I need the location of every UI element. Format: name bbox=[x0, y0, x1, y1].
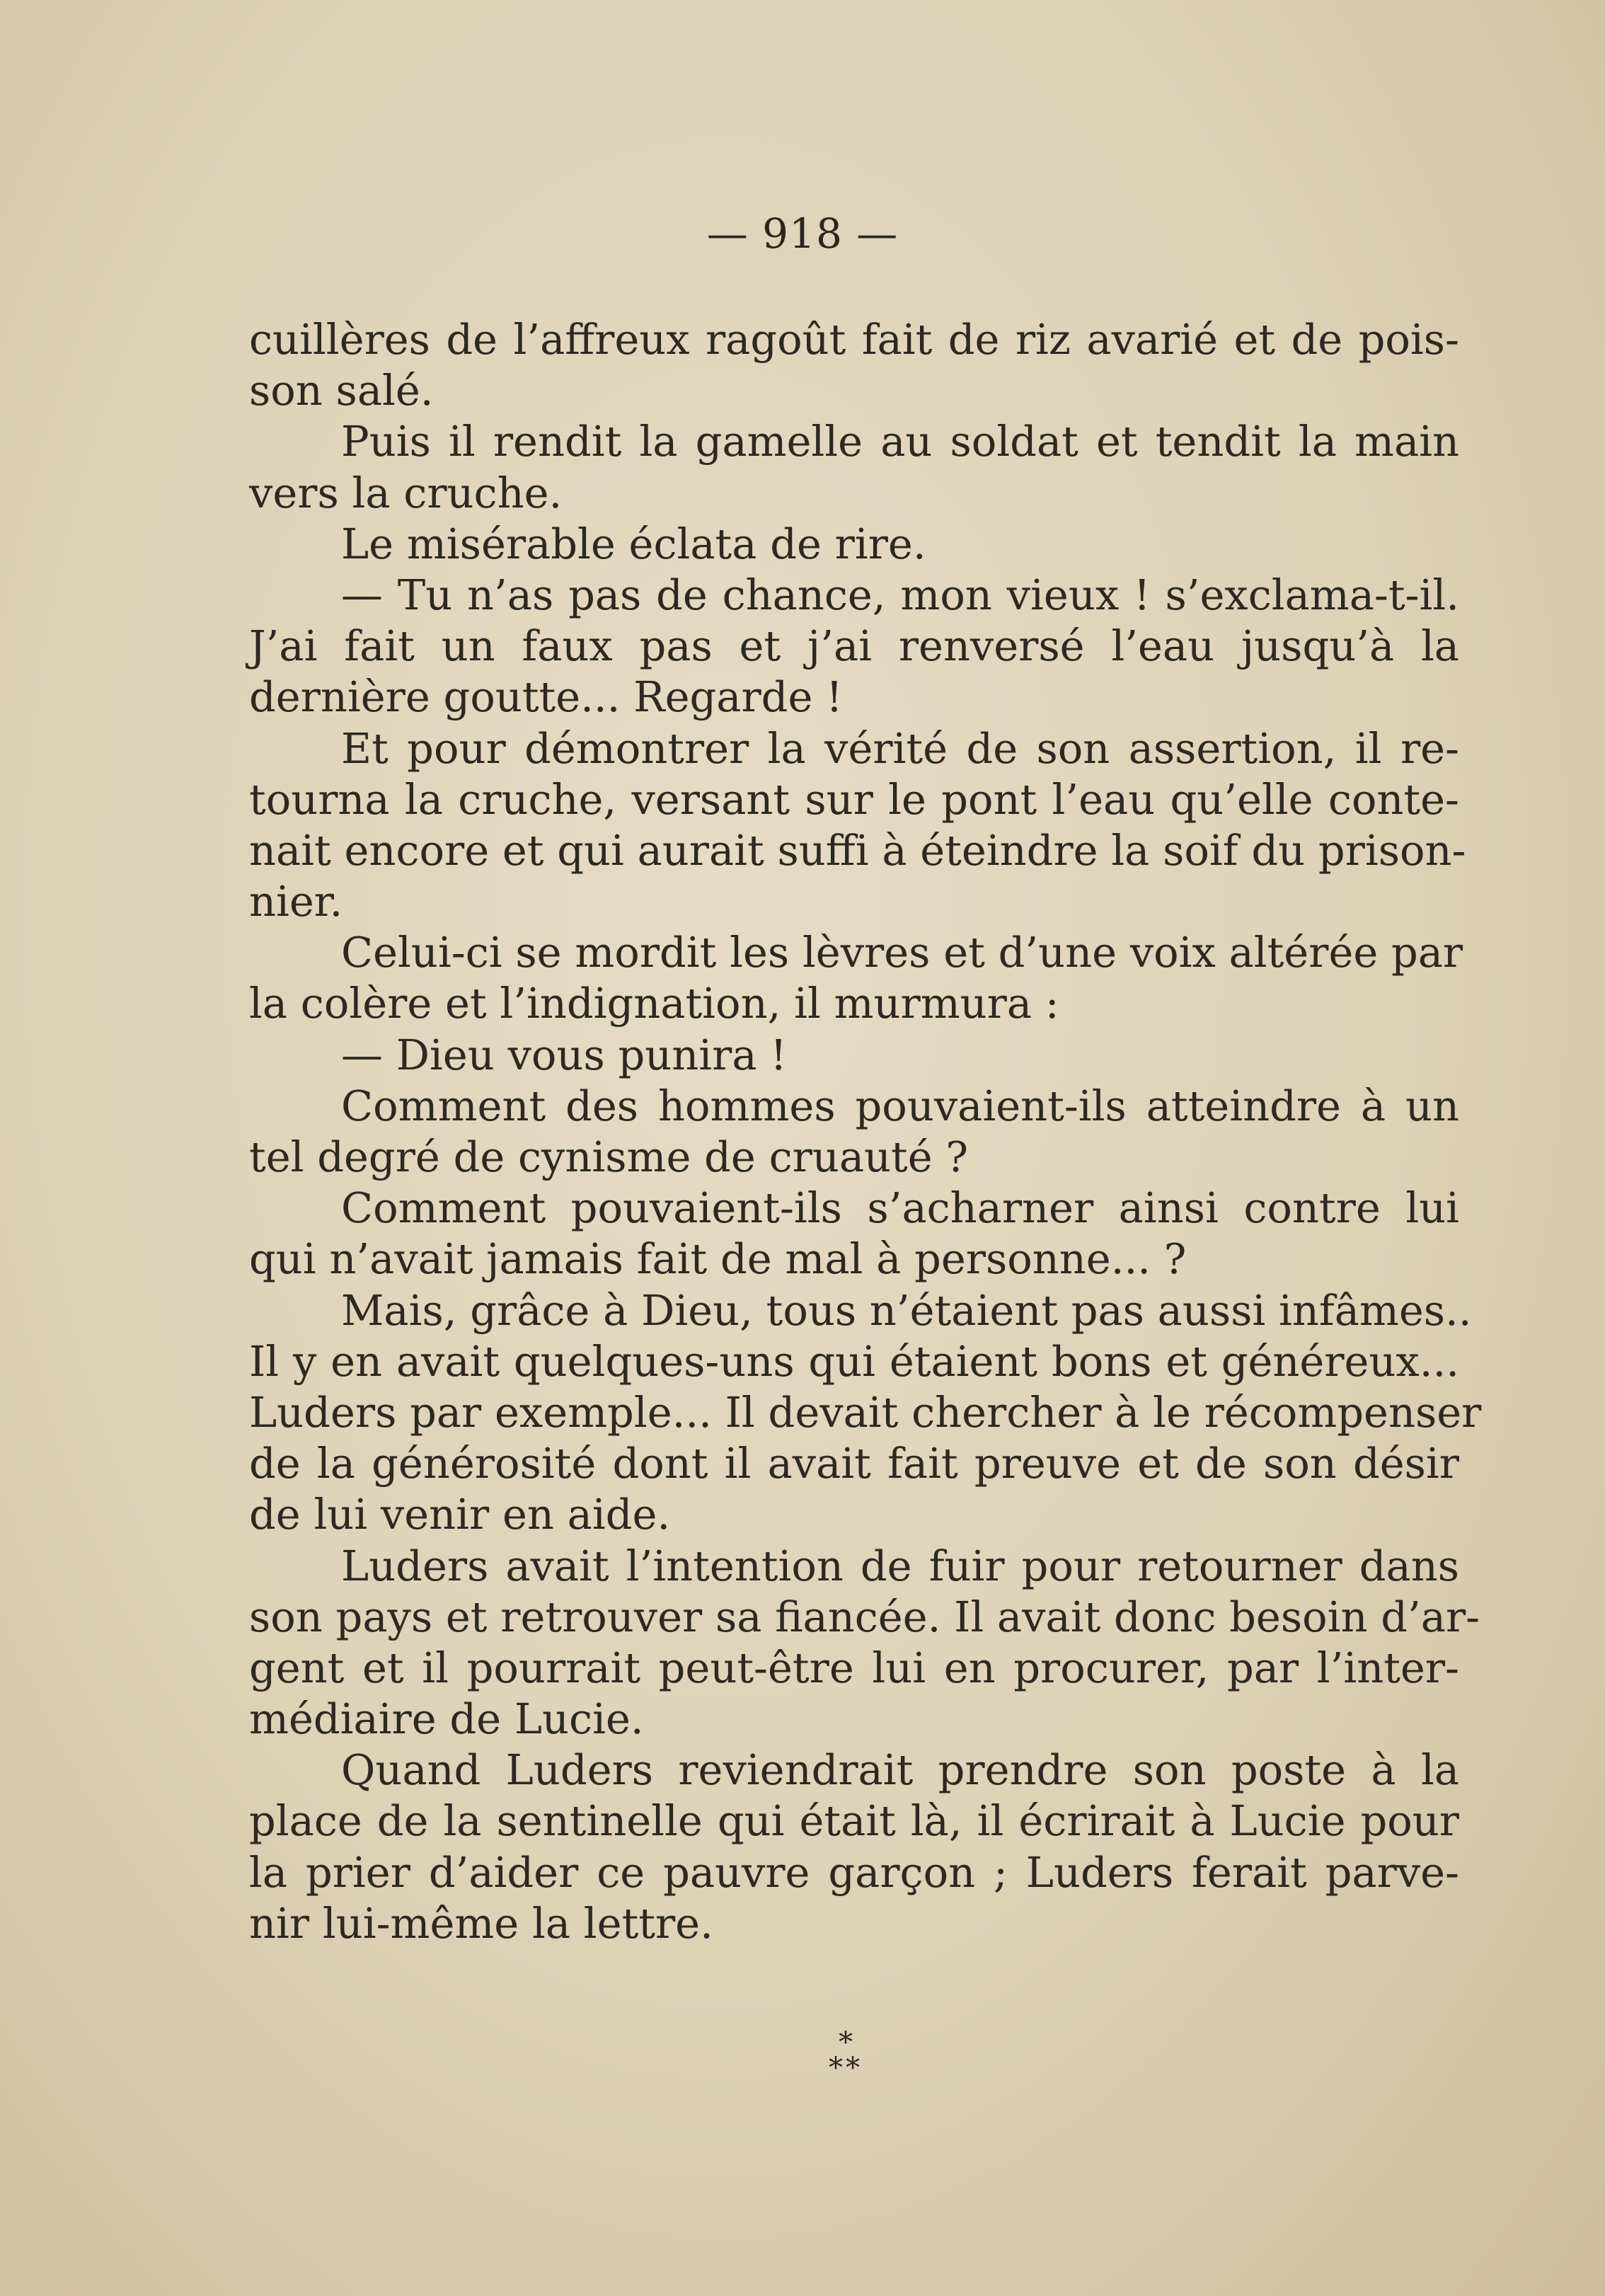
text-line: Et pour démontrer la vérité de son assertion, il re- bbox=[341, 723, 1459, 773]
text-line: Luders par exemple... Il devait chercher à le récompenser bbox=[249, 1387, 1482, 1437]
text-line: — Tu n’as pas de chance, mon vieux ! s’exclama-t-il. bbox=[341, 570, 1459, 619]
text-line: Quand Luders reviendrait prendre son poste à la bbox=[341, 1745, 1459, 1795]
text-line: Il y en avait quelques-uns qui étaient bons et généreux... bbox=[249, 1336, 1459, 1386]
text-line: vers la cruche. bbox=[249, 468, 563, 517]
text-line: Comment des hommes pouvaient-ils atteindre à un bbox=[341, 1081, 1459, 1130]
text-line: J’ai fait un faux pas et j’ai renversé l’eau jusqu’à la bbox=[249, 621, 1459, 671]
text-line: de la générosité dont il avait fait preuve et de son désir bbox=[249, 1439, 1459, 1488]
page-number: — 918 — bbox=[706, 209, 899, 258]
text-line: Mais, grâce à Dieu, tous n’étaient pas aussi infâmes.. bbox=[341, 1285, 1472, 1335]
text-line: nait encore et qui aurait suffi à éteindre la soif du prison- bbox=[249, 825, 1466, 875]
asterism-bottom: ** bbox=[829, 2052, 863, 2084]
text-line: médiaire de Lucie. bbox=[249, 1694, 644, 1744]
text-line: dernière goutte... Regarde ! bbox=[249, 672, 843, 722]
body-text bbox=[249, 314, 1482, 1949]
text-line: son salé. bbox=[249, 366, 434, 415]
text-line: la colère et l’indignation, il murmura : bbox=[249, 979, 1059, 1028]
text-line: Luders avait l’intention de fuir pour retourner dans bbox=[341, 1541, 1459, 1590]
text-line: Comment pouvaient-ils s’acharner ainsi contre lui bbox=[341, 1183, 1459, 1233]
text-line: — Dieu vous punira ! bbox=[341, 1030, 787, 1079]
text-line: nir lui-même la lettre. bbox=[249, 1898, 713, 1948]
text-line: place de la sentinelle qui était là, il écrirait à Lucie pour bbox=[249, 1796, 1459, 1846]
text-line: gent et il pourrait peut-être lui en procurer, par l’inter- bbox=[249, 1643, 1459, 1692]
section-break-asterism bbox=[810, 2026, 881, 2084]
text-line: qui n’avait jamais fait de mal à personne... ? bbox=[249, 1234, 1187, 1284]
text-line: Puis il rendit la gamelle au soldat et tendit la main bbox=[341, 417, 1459, 466]
text-line: la prier d’aider ce pauvre garçon ; Luders ferait parve- bbox=[249, 1847, 1459, 1897]
text-line: Le misérable éclata de rire. bbox=[341, 519, 926, 568]
text-line: de lui venir en aide. bbox=[249, 1490, 671, 1539]
text-line: cuillères de l’affreux ragoût fait de riz avarié et de pois- bbox=[249, 315, 1459, 364]
text-line: tourna la cruche, versant sur le pont l’eau qu’elle conte- bbox=[249, 774, 1459, 824]
text-line: tel degré de cynisme de cruauté ? bbox=[249, 1132, 969, 1181]
text-line: Celui-ci se mordit les lèvres et d’une voix altérée par bbox=[341, 928, 1463, 977]
asterism-top: * bbox=[839, 2026, 853, 2059]
text-line: nier. bbox=[249, 877, 343, 926]
text-line: son pays et retrouver sa fiancée. Il avait donc besoin d’ar- bbox=[249, 1592, 1480, 1641]
